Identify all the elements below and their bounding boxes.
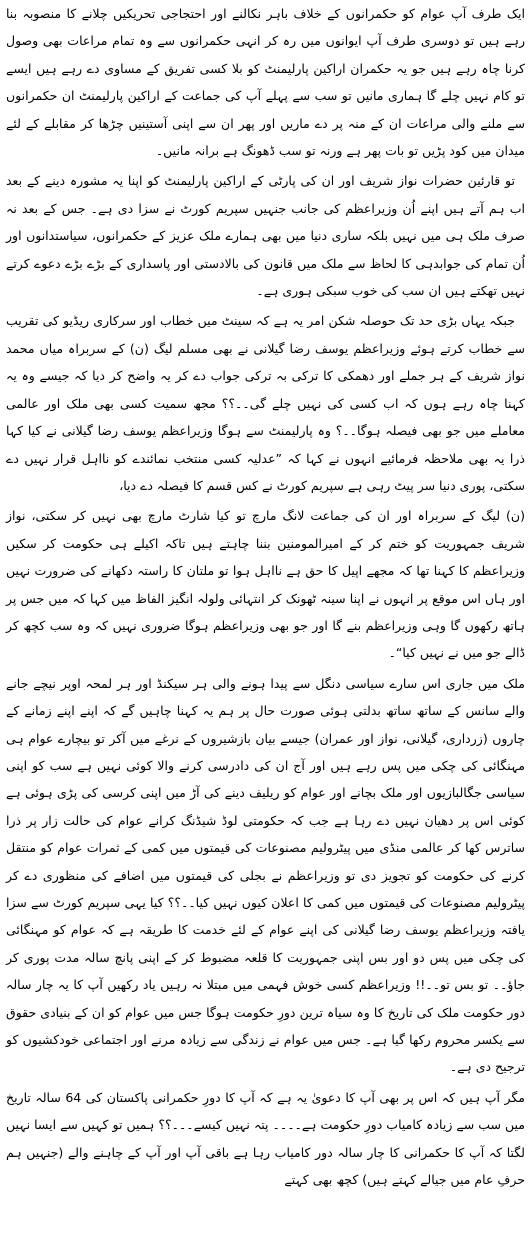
article-paragraph-6: مگر آپ ہیں کہ اس پر بھی آپ کا دعویٰ یہ ہے کہ آپ کا دورِ حکمرانی پاکستان کی 64 سالہ تاریخ میں سب سے زیادہ کامیاب دورِ حکومت ہے۔۔۔۔ پتہ نہیں کیسے۔۔۔؟؟ ہمیں تو کہیں سے ایسا نہیں لگتا کہ آپ کا حکمرانی کا چار سالہ دور کامیاب رہا ہے باقی آپ اور آپ کے چاہنے والے (جنہیں ہم حرفِ عام میں جیالے کہتے ہیں) کچھ بھی کہتے xyxy=(6,1089,526,1188)
article-paragraph-2: تو قارئین حضرات نواز شریف اور ان کی پارٹی کے اراکین پارلیمنٹ کو اپنا یہ مشورہ دینے کے بعد اب ہم آتے ہیں اپنے اُن وزیراعظم کی جانب جنہیں سپریم کورٹ نے سزا دی ہے۔ جس کے بعد نہ صرف ملک ہی میں نہیں بلکہ ساری دنیا میں بھی ہمارے ملک عزیز کے حکمرانوں، سیاستدانوں اور اُن تمام کی جوابدہی کا لحاظ سے ملک میں قانون کی بالادستی اور پاسداری کے بڑے بڑے دعوے کرتے نہیں تھکتے ہیں ان سب کی خوب سبکی ہوری ہے۔ xyxy=(6,173,525,299)
article-paragraph-3: جبکہ یہاں بڑی حد تک حوصلہ شکن امر یہ ہے کہ سینٹ میں خطاب اور سرکاری ریڈیو کی تقریب سے خطاب کرتے ہوئے وزیراعظم یوسف رضا گیلانی نے بھی مسلم لیگ (ن) کے سربراہ میاں محمد نواز شریف کے ہر جملے اور دھمکی کا ترکی بہ ترکی جواب دے کر یہ واضح کر دیا کہ جیسے وہ یہ کہنا چاہ رہے ہوں کہ اب کسی کی نہیں چلے گی۔۔؟؟ مجھ سمیت کسی بھی ملک اور عالمی معاملے میں جو بھی فیصلہ ہوگا۔۔؟ وہ پارلیمنٹ سے ہوگا وزیراعظم یوسف رضا گیلانی نے کیا کہا ذرا یہ بھی ملاحظہ فرمائیے انہوں نے کہا کہ ”عدلیہ کسی منتخب نمائندے کو نااہل قرار نہیں دے سکتی، پوری دنیا سر پیٹ رہی ہے سپریم کورٹ نے کس قسم کا فیصلہ دے دیا، xyxy=(6,313,525,493)
article-paragraph-4: (ن) لیگ کے سربراہ اور ان کی جماعت لانگ مارچ تو کیا شارٹ مارچ بھی نہیں کر سکتی، نواز شریف جمہوریت کو ختم کر کے امیرالمومنین بننا چاہتے ہیں تاکہ اکیلے ہی حکومت کر سکیں وزیراعظم کا کہنا تھا کہ مجھے اپیل کا حق ہے نااہل ہوا تو ملتان کا راستہ دکھانے کی ضرورت نہیں اور ہاں اس موقع پر انہوں نے اپنا سینہ ٹھونک کر انتہائی ولولہ انگیز الفاظ میں کہا کہ میں جس پر ہاتھ رکھوں گا وہی وزیراعظم بنے گا اور جو بھی وزیراعظم ہوگا ضروری نہیں کہ وہ سب کچھ کر ڈالے جو میں نے نہیں کیا“۔ xyxy=(6,508,525,661)
article-paragraph-5: ملک میں جاری اس سارے سیاسی دنگل سے پیدا ہونے والی ہر سیکنڈ اور ہر لمحہ اوپر نیچے جانے والے سانس کے ساتھ ساتھ بدلتی ہوئی صورت حال پر ہم یہ کہنا چاہیں گے کہ اپنے اپنے زمانے کے چاروں (زرداری، گیلانی، نواز اور عمران) جیسے بیان بازشیروں کے نرغے میں آکر تو بیچارے عوام ہی مہنگائی کی چکی میں پس رہے ہیں اور آج ان کی دادرسی کرنے والا کوئی نہیں ہے سب کو اپنی سیاسی جگالبازیوں اور ملک بچانے اور عوام کو ریلیف دینے کی آڑ میں اپنی کرسی کی پڑی ہوئی ہے کوئی اس پر دھیان نہیں دے رہا ہے جب کہ حکومتی لوڈ شیڈنگ کرانے عوام کی حالت زار پر ذرا ساترس کھا کر عالمی منڈی میں پیٹرولیم مصنوعات کی قیمتوں میں کمی کے ثمرات عوام کو منتقل کرنے کی حکومت کو تجویز دی تو وزیراعظم نے بجلی کی قیمتوں میں اضافے کی منظوری دے کر پیٹرولیم مصنوعات کی قیمتوں میں کمی کا اعلان کیوں نہیں کیا۔۔؟؟ کیا یہی سپریم کورٹ سے سزا یافتہ وزیراعظم یوسف رضا گیلانی کی اپنے عوام کے لئے خدمت کا طریقہ ہے کہ عوام کو مہنگائی کی چکی میں پس دو اور بس اپنی جمہوریت کا قلعہ مضبوط کر کے اپنی پانچ سالہ مدت پوری کر جاؤ۔۔ تو بس تو۔۔!! وزیراعظم کسی خوش فہمی میں مبتلا نہ رہیں یاد رکھیں آپ کا یہ چار سالہ دور حکومت ملک کی تاریخ کا وہ سیاہ ترین دورِ حکومت ہوگا جس میں عوام کو ان کے بنیادی حقوق سے یکسر محروم رکھا گیا ہے۔ جس میں عوام نے زندگی سے زیادہ مرنے اور اجتماعی خودکشیوں کو ترجیح دی ہے۔ xyxy=(6,675,525,1075)
article-paragraph-1: ایک طرف آپ عوام کو حکمرانوں کے خلاف باہر نکالنے اور احتجاجی تحریکیں چلانے کا منصوبہ بنا رہے ہیں تو دوسری طرف آپ ایوانوں میں رہ کر انہی حکمرانوں سے وہ تمام مراعات بھی وصول کرنا چاہ رہے ہیں جو یہ حکمران اراکین پارلیمنٹ کو بلا کسی تفریق کے مساوی دے رہے ہیں ایسے تو کام نہیں چلے گا ہماری مانیں تو سب سے پہلے آپ کی جماعت کے اراکین پارلیمنٹ ان حکمرانوں سے ملنے والی مراعات ان کے منہ پر دے ماریں اور پھر ان سے اپنی آستینیں چڑھا کر مقابلے کے لئے میدان میں کود پڑیں تو بات پھر ہے ورنہ تو سب ڈھونگ ہے برانہ مانیں۔ xyxy=(6,6,525,159)
